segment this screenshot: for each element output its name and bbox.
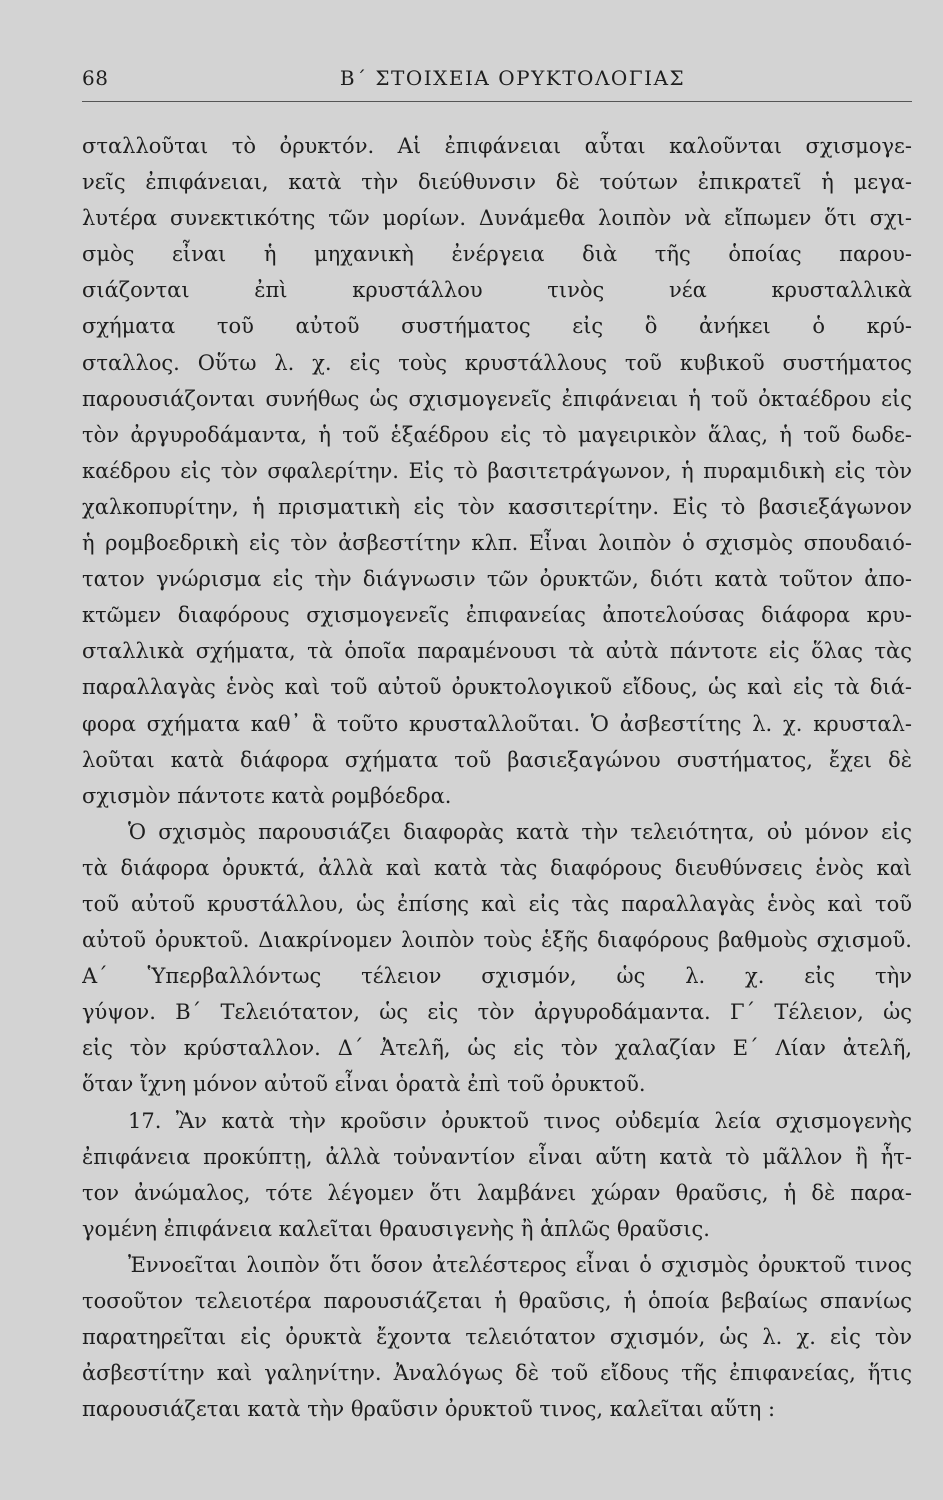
text-line: ὅταν ἴχνη μόνον αὐτοῦ εἶναι ὁρατὰ ἐπὶ τοῦ ὀρυκτοῦ. (82, 1072, 646, 1097)
text-line: σμὸς εἶναι ἡ μηχανικὴ ἐνέργεια διὰ τῆς ὁποίας παρου- (82, 242, 912, 267)
text-line: παρουσιάζονται συνήθως ὡς σχισμογενεῖς ἐπιφάνειαι ἡ τοῦ ὀκταέδρου εἰς (82, 386, 912, 411)
text-line: γύψον. Β΄ Τελειότατον, ὡς εἰς τὸν ἀργυροδάμαντα. Γ΄ Τέλειον, ὡς (82, 1000, 912, 1025)
text-line: λοῦται κατὰ διάφορα σχήματα τοῦ βασιεξαγώνου συστήματος, ἔχει δὲ (82, 747, 912, 772)
text-line: νεῖς ἐπιφάνειαι, κατὰ τὴν διεύθυνσιν δὲ τούτων ἐπικρατεῖ ἡ μεγα- (82, 170, 912, 195)
text-line: Ὁ σχισμὸς παρουσιάζει διαφορὰς κατὰ τὴν τελειότητα, οὐ μόνον εἰς (128, 819, 912, 844)
text-line: ἐπιφάνεια προκύπτῃ, ἀλλὰ τοὐναντίον εἶναι αὕτη κατὰ τὸ μᾶλλον ἢ ἧτ- (82, 1144, 912, 1169)
text-line: τατον γνώρισμα εἰς τὴν διάγνωσιν τῶν ὀρυκτῶν, διότι κατὰ τοῦτον ἀπο- (82, 567, 912, 592)
page-number: 68 (82, 66, 109, 90)
text-line: γομένη ἐπιφάνεια καλεῖται θραυσιγενὴς ἢ ἁπλῶς θραῦσις. (82, 1216, 710, 1241)
text-line: καέδρου εἰς τὸν σφαλερίτην. Εἰς τὸ βασιτετράγωνον, ἡ πυραμιδικὴ εἰς τὸν (82, 458, 912, 483)
text-line: τὸν ἀργυροδάμαντα, ἡ τοῦ ἑξαέδρου εἰς τὸ μαγειρικὸν ἅλας, ἡ τοῦ δωδε- (82, 422, 912, 447)
text-line: ἀσβεστίτην καὶ γαληνίτην. Ἀναλόγως δὲ τοῦ εἴδους τῆς ἐπιφανείας, ἥτις (82, 1361, 912, 1386)
text-line: τοῦ αὐτοῦ κρυστάλλου, ὡς ἐπίσης καὶ εἰς τὰς παραλλαγὰς ἑνὸς καὶ τοῦ (82, 891, 912, 916)
text-line: λυτέρα συνεκτικότης τῶν μορίων. Δυνάμεθα λοιπὸν νὰ εἴπωμεν ὅτι σχι- (82, 206, 912, 231)
text-line: σχήματα τοῦ αὐτοῦ συστήματος εἰς ὃ ἀνήκει ὁ κρύ- (82, 314, 912, 339)
text-line: φορα σχήματα καθ᾿ ἃ τοῦτο κρυσταλλοῦται. Ὁ ἀσβεστίτης λ. χ. κρυσταλ- (82, 711, 912, 736)
text-line: σταλλικὰ σχήματα, τὰ ὁποῖα παραμένουσι τὰ αὐτὰ πάντοτε εἰς ὅλας τὰς (82, 639, 912, 664)
text-line: σταλλοῦται τὸ ὀρυκτόν. Αἱ ἐπιφάνειαι αὗται καλοῦνται σχισμογε- (82, 134, 912, 158)
body-text (82, 128, 912, 1427)
text-line: κτῶμεν διαφόρους σχισμογενεῖς ἐπιφανείας ἀποτελούσας διάφορα κρυ- (82, 603, 912, 628)
text-line: ἡ ρομβοεδρικὴ εἰς τὸν ἀσβεστίτην κλπ. Εἶναι λοιπὸν ὁ σχισμὸς σπουδαιό- (82, 531, 912, 556)
text-line: σχισμὸν πάντοτε κατὰ ρομβόεδρα. (82, 783, 452, 808)
text-line: χαλκοπυρίτην, ἡ πρισματικὴ εἰς τὸν κασσιτερίτην. Εἰς τὸ βασιεξάγωνον (82, 494, 912, 519)
page-header (82, 66, 903, 96)
running-title: Β΄ ΣΤΟΙΧΕΙΑ ΟΡΥΚΤΟΛΟΓΙΑΣ (339, 66, 686, 90)
text-line: παρουσιάζεται κατὰ τὴν θραῦσιν ὀρυκτοῦ τινος, καλεῖται αὕτη : (82, 1397, 776, 1422)
text-line: παρατηρεῖται εἰς ὀρυκτὰ ἔχοντα τελειότατον σχισμόν, ὡς λ. χ. εἰς τὸν (82, 1325, 912, 1350)
text-line: εἰς τὸν κρύσταλλον. Δ΄ Ἀτελῆ, ὡς εἰς τὸν χαλαζίαν Ε΄ Λίαν ἀτελῆ, (82, 1036, 912, 1061)
text-line: Ἐννοεῖται λοιπὸν ὅτι ὅσον ἀτελέστερος εἶναι ὁ σχισμὸς ὀρυκτοῦ τινος (128, 1252, 912, 1277)
header-rule (82, 101, 912, 102)
text-line: αὐτοῦ ὀρυκτοῦ. Διακρίνομεν λοιπὸν τοὺς ἑξῆς διαφόρους βαθμοὺς σχισμοῦ. (82, 928, 912, 953)
text-line: σιάζονται ἐπὶ κρυστάλλου τινὸς νέα κρυσταλλικὰ (82, 278, 912, 303)
text-line: τον ἀνώμαλος, τότε λέγομεν ὅτι λαμβάνει χώραν θραῦσις, ἡ δὲ παρα- (82, 1180, 912, 1205)
text-line: 17. Ἂν κατὰ τὴν κροῦσιν ὀρυκτοῦ τινος οὐδεμία λεία σχισμογενὴς (128, 1108, 912, 1133)
text-line: σταλλος. Οὕτω λ. χ. εἰς τοὺς κρυστάλλους τοῦ κυβικοῦ συστήματος (82, 350, 912, 375)
text-line: Α΄ Ὑπερβαλλόντως τέλειον σχισμόν, ὡς λ. χ. εἰς τὴν (82, 964, 912, 989)
text-line: τοσοῦτον τελειοτέρα παρουσιάζεται ἡ θραῦσις, ἡ ὁποία βεβαίως σπανίως (82, 1289, 912, 1313)
text-line: παραλλαγὰς ἑνὸς καὶ τοῦ αὐτοῦ ὀρυκτολογικοῦ εἴδους, ὡς καὶ εἰς τὰ διά- (82, 675, 912, 700)
text-line: τὰ διάφορα ὀρυκτά, ἀλλὰ καὶ κατὰ τὰς διαφόρους διευθύνσεις ἑνὸς καὶ (82, 855, 912, 880)
